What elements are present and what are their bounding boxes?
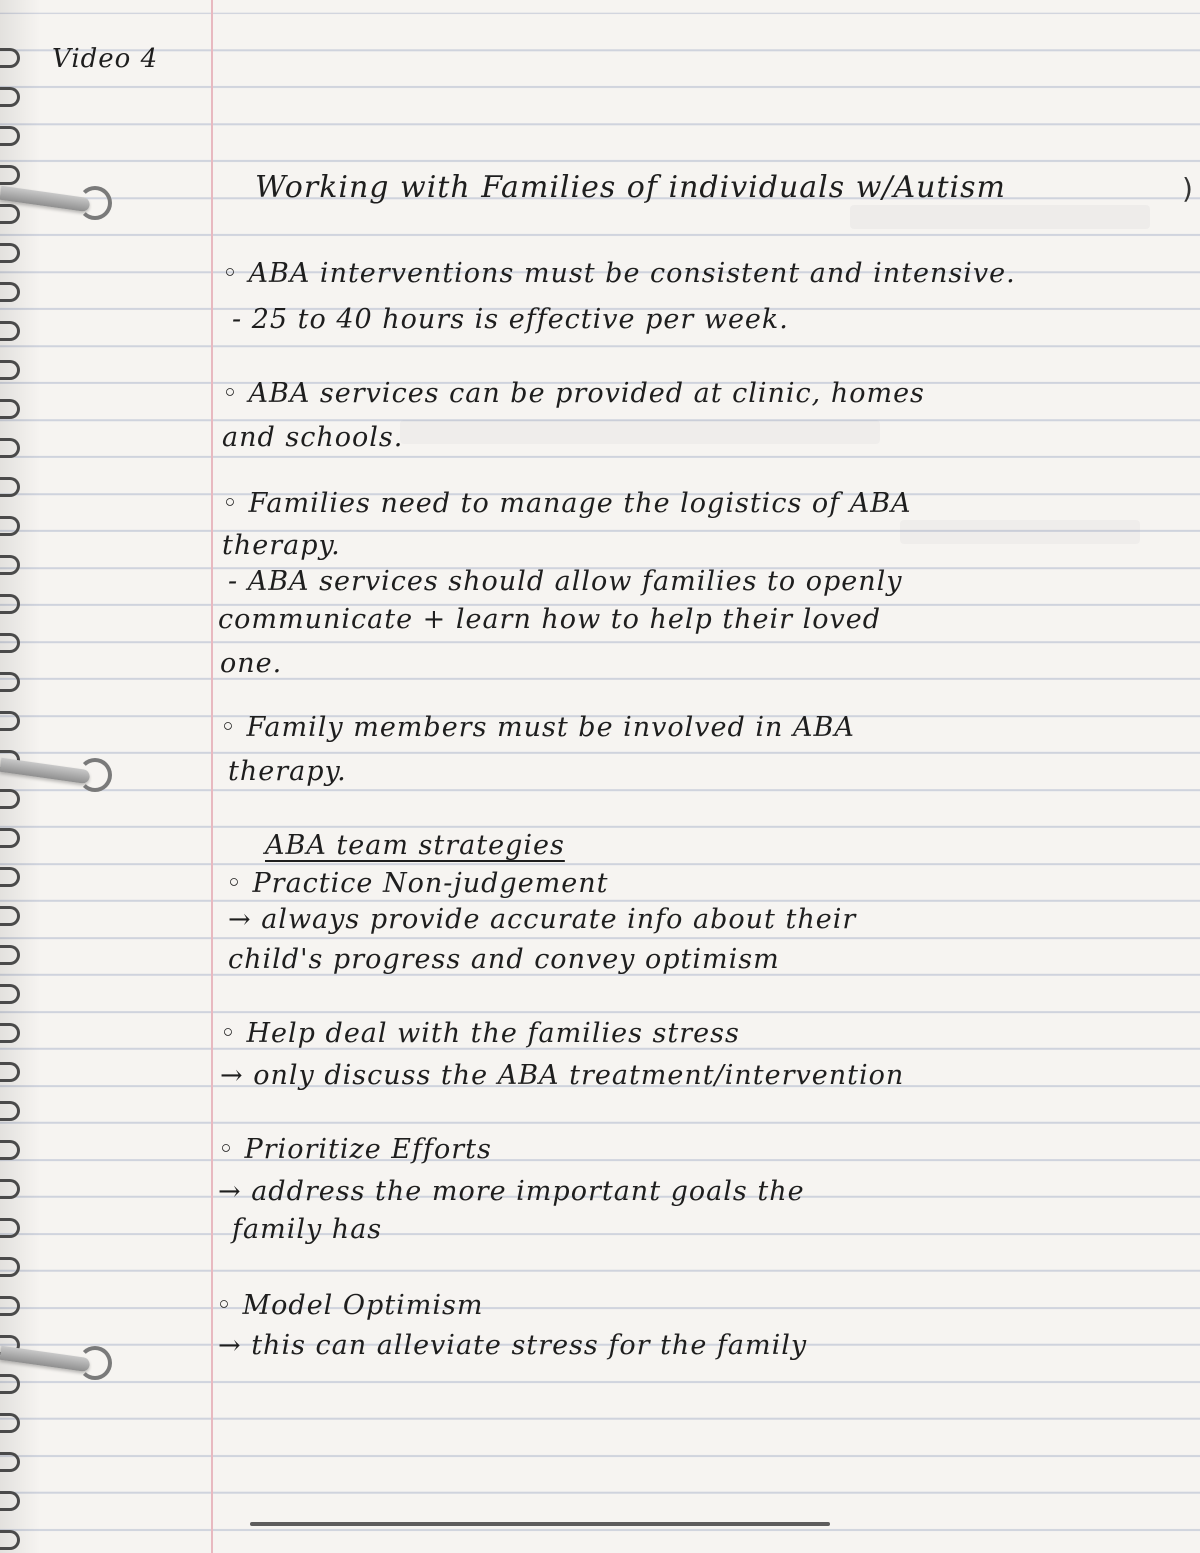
binder-clip-top — [0, 180, 110, 220]
strategy-1: ◦ Practice Non-judgement — [226, 868, 609, 899]
spiral-ring — [0, 789, 20, 809]
spiral-ring — [0, 828, 20, 848]
note-line-3d: one. — [220, 648, 283, 679]
spiral-ring — [0, 555, 20, 575]
spiral-ring — [0, 1140, 20, 1160]
page-title: Working with Families of individuals w/Autism — [255, 170, 1006, 205]
spiral-ring — [0, 867, 20, 887]
spiral-ring — [0, 282, 20, 302]
spiral-ring — [0, 1101, 20, 1121]
spiral-ring — [0, 1413, 20, 1433]
margin-line — [211, 0, 213, 1553]
binder-clip-middle — [0, 752, 110, 792]
edge-mark: ) — [1182, 172, 1193, 205]
bullet-icon: ◦ — [220, 1018, 247, 1049]
spiral-ring — [0, 243, 20, 263]
bullet-icon: ◦ — [226, 868, 253, 899]
strategy-2-detail: → only discuss the ABA treatment/intervention — [220, 1060, 905, 1091]
bullet-icon: ◦ — [222, 258, 249, 289]
note-sub-1: - 25 to 40 hours is effective per week. — [232, 304, 789, 335]
spiral-ring — [0, 87, 20, 107]
bullet-icon: ◦ — [220, 712, 247, 743]
spiral-ring — [0, 126, 20, 146]
spiral-ring — [0, 633, 20, 653]
spiral-ring — [0, 1179, 20, 1199]
note-line-3b: therapy. — [222, 530, 341, 561]
strategy-4-detail: → this can alleviate stress for the family — [218, 1330, 808, 1361]
spiral-ring — [0, 1062, 20, 1082]
strategy-1-detail-b: child's progress and convey optimism — [228, 944, 780, 975]
spiral-ring — [0, 1257, 20, 1277]
spiral-ring — [0, 1296, 20, 1316]
note-line-3c: communicate + learn how to help their loved — [218, 604, 882, 635]
note-bullet-1: ◦ ABA interventions must be consistent and intensive. — [222, 258, 1016, 289]
page-bottom-shadow — [250, 1522, 830, 1526]
strategy-3: ◦ Prioritize Efforts — [218, 1134, 492, 1165]
spiral-ring — [0, 321, 20, 341]
note-line-2b: and schools. — [222, 422, 404, 453]
strategy-3-detail-b: family has — [232, 1214, 383, 1245]
spiral-ring — [0, 48, 20, 68]
spiral-ring — [0, 1218, 20, 1238]
note-bullet-4: ◦ Family members must be involved in ABA — [220, 712, 855, 743]
video-label: Video 4 — [52, 44, 159, 74]
binder-clip-bottom — [0, 1340, 110, 1380]
spiral-ring — [0, 711, 20, 731]
bleed-through — [900, 520, 1140, 544]
spiral-ring — [0, 438, 20, 458]
strategy-2: ◦ Help deal with the families stress — [220, 1018, 740, 1049]
note-line-4b: therapy. — [228, 756, 347, 787]
spiral-ring — [0, 516, 20, 536]
spiral-ring — [0, 1452, 20, 1472]
note-sub-3: - ABA services should allow families to openly — [228, 566, 903, 597]
strategy-3-detail: → address the more important goals the — [218, 1176, 805, 1207]
strategies-heading: ABA team strategies — [265, 830, 565, 861]
strategy-4: ◦ Model Optimism — [216, 1290, 484, 1321]
strategy-1-detail: → always provide accurate info about their — [228, 904, 857, 935]
spiral-ring — [0, 906, 20, 926]
bleed-through — [850, 205, 1150, 229]
spiral-ring — [0, 1023, 20, 1043]
bullet-icon: ◦ — [218, 1134, 245, 1165]
spiral-ring — [0, 1491, 20, 1511]
spiral-ring — [0, 945, 20, 965]
spiral-ring — [0, 399, 20, 419]
bullet-icon: ◦ — [222, 378, 249, 409]
spiral-ring — [0, 1530, 20, 1550]
note-bullet-3: ◦ Families need to manage the logistics of ABA — [222, 488, 912, 519]
spiral-ring — [0, 477, 20, 497]
bleed-through — [400, 420, 880, 444]
bullet-icon: ◦ — [216, 1290, 243, 1321]
note-bullet-2: ◦ ABA services can be provided at clinic, homes — [222, 378, 925, 409]
spiral-ring — [0, 984, 20, 1004]
spiral-ring — [0, 594, 20, 614]
bullet-icon: ◦ — [222, 488, 249, 519]
spiral-ring — [0, 360, 20, 380]
spiral-ring — [0, 672, 20, 692]
